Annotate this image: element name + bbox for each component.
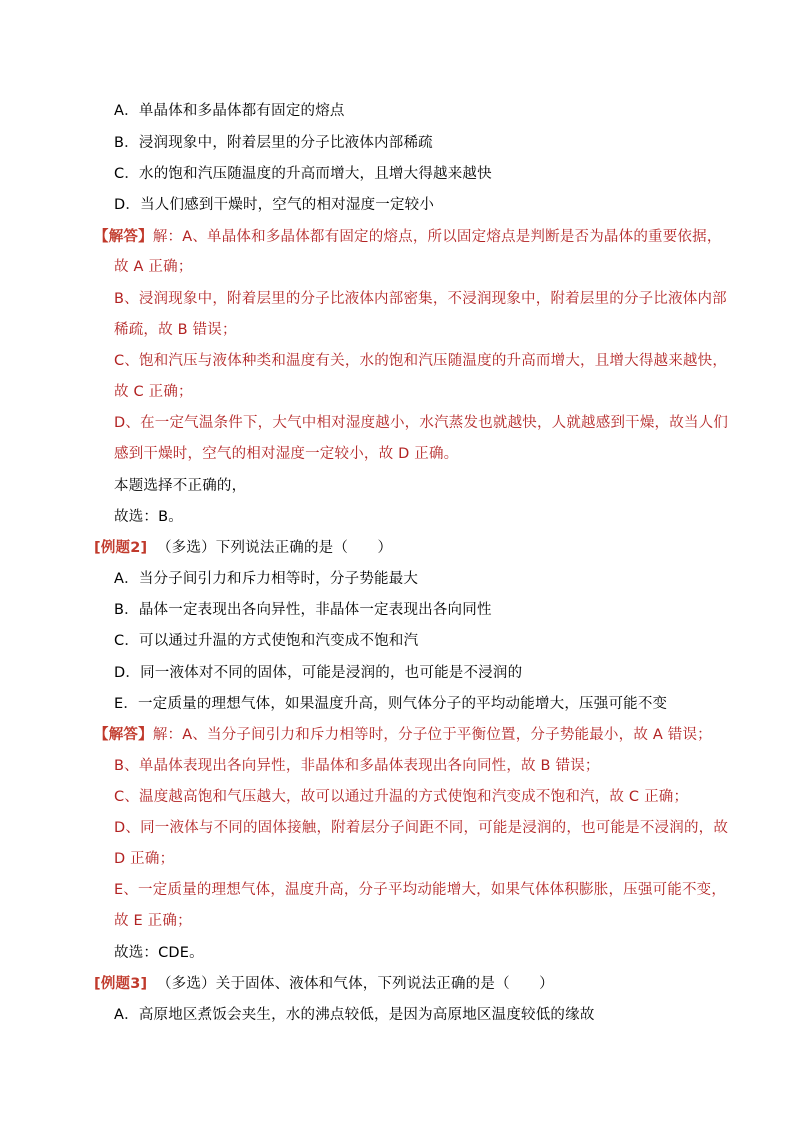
q1-answer-line-3: B、浸润现象中，附着层里的分子比液体内部密集，不浸润现象中，附着层里的分子比液体内部: [114, 291, 727, 307]
q1-option-c: C．水的饱和汽压随温度的升高而增大，且增大得越来越快: [114, 166, 492, 182]
q2-option-b: B．晶体一定表现出各向异性，非晶体一定表现出各向同性: [114, 602, 492, 618]
q2-option-a: A．当分子间引力和斥力相等时，分子势能最大: [114, 571, 419, 587]
q2-answer-line-4: D、同一液体与不同的固体接触，附着层分子间距不同，可能是浸润的，也可能是不浸润的，故: [114, 820, 729, 836]
q1-answer-line-6: 故 C 正确；: [114, 384, 193, 400]
q1-answer-line-7: D、在一定气温条件下，大气中相对湿度越小，水汽蒸发也就越快，人就越感到干燥，故当人们: [114, 415, 729, 431]
q1-answer-text-1: 解：A、单晶体和多晶体都有固定的熔点，所以固定熔点是判断是否为晶体的重要依据，: [152, 229, 722, 245]
q2-stem-line: [94, 538, 392, 558]
q1-option-d: D．当人们感到干燥时，空气的相对湿度一定较小: [114, 197, 435, 213]
q3-option-a: A．高原地区煮饭会夹生，水的沸点较低，是因为高原地区温度较低的缘故: [114, 1007, 595, 1023]
q1-option-b: B．浸润现象中，附着层里的分子比液体内部稀疏: [114, 135, 433, 151]
q2-answer-tag: 【解答】: [94, 727, 153, 743]
q2-answer-line-7: 故 E 正确；: [114, 913, 192, 929]
q2-answer-line-3: C、温度越高饱和气压越大，故可以通过升温的方式使饱和汽变成不饱和汽，故 C 正确；: [114, 789, 689, 805]
q2-answer-line-6: E、一定质量的理想气体，温度升高，分子平均动能增大，如果气体体积膨胀，压强可能不变，: [114, 882, 727, 898]
q1-answer-line-8: 感到干燥时，空气的相对湿度一定较小，故 D 正确。: [114, 446, 459, 462]
q1-answer-line-5: C、饱和汽压与液体种类和温度有关，水的饱和汽压随温度的升高而增大，且增大得越来越快，: [114, 353, 728, 369]
q1-answer-line-1: [94, 227, 722, 247]
q2-answer-text-1: 解：A、当分子间引力和斥力相等时，分子位于平衡位置，分子势能最小，故 A 错误；: [152, 727, 712, 743]
q2-answer-line-2: B、单晶体表现出各向异性，非晶体和多晶体表现出各向同性，故 B 错误；: [114, 758, 600, 774]
q2-stem: （多选）下列说法正确的是（ ）: [156, 540, 393, 556]
q2-answer-line-5: D 正确；: [114, 851, 175, 867]
q2-answer-line-1: [94, 725, 712, 745]
q1-answer-line-4: 稀疏，故 B 错误；: [114, 322, 237, 338]
q2-option-e: E．一定质量的理想气体，如果温度升高，则气体分子的平均动能增大，压强可能不变: [114, 696, 668, 712]
q1-option-a: A．单晶体和多晶体都有固定的熔点: [114, 103, 345, 119]
q2-option-d: D．同一液体对不同的固体，可能是浸润的，也可能是不浸润的: [114, 665, 523, 681]
q3-label: [例题3]: [94, 976, 148, 992]
q1-answer-tag: 【解答】: [94, 229, 153, 245]
q3-stem: （多选）关于固体、液体和气体，下列说法正确的是（ ）: [156, 976, 554, 992]
q2-label: [例题2]: [94, 540, 148, 556]
q1-conclusion: 本题选择不正确的，: [114, 478, 247, 494]
q1-answer-line-2: 故 A 正确；: [114, 259, 193, 275]
q2-option-c: C．可以通过升温的方式使饱和汽变成不饱和汽: [114, 633, 419, 649]
q1-choice: 故选：B。: [114, 509, 183, 525]
q2-choice: 故选：CDE。: [114, 945, 204, 961]
q3-stem-line: [94, 974, 554, 994]
